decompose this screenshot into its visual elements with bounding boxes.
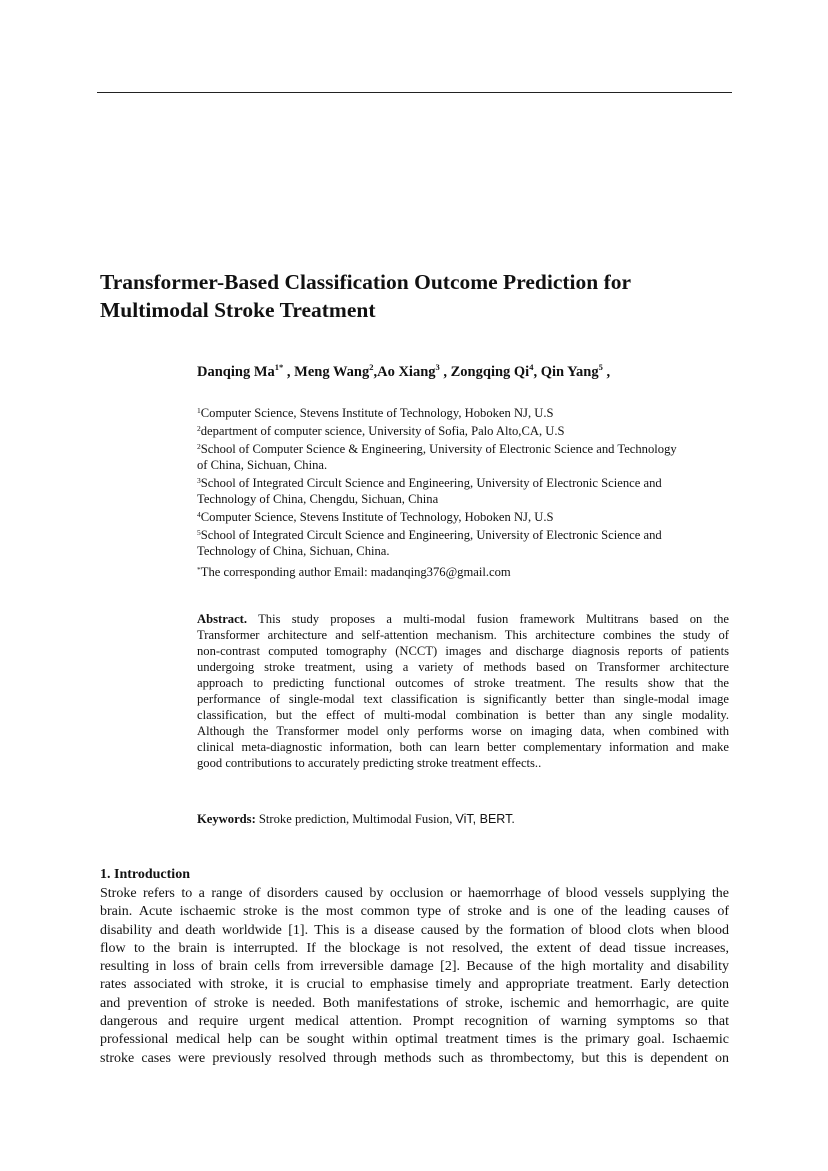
abstract-label: Abstract. bbox=[197, 612, 248, 626]
affil-line: Technology of China, Sichuan, China. bbox=[197, 544, 390, 558]
affil-line bbox=[197, 473, 729, 491]
affil-marker: 2 bbox=[197, 424, 201, 433]
author-affil-marker: 3 bbox=[435, 362, 440, 372]
affiliation bbox=[197, 439, 729, 473]
affiliation bbox=[197, 403, 729, 421]
author-separator: , bbox=[439, 364, 451, 380]
keywords-text-sans: ViT, BERT. bbox=[455, 812, 515, 826]
abstract-line: performance of single-modal text classification is significantly better than single-modal image bbox=[197, 691, 729, 706]
affiliation bbox=[197, 507, 729, 525]
body-line: and prevention of stroke is needed. Both manifestations of stroke, ischemic and hemorrhagic, are quite bbox=[100, 995, 729, 1011]
abstract-text: This study proposes a multi-modal fusion framework Multitrans based on the bbox=[258, 612, 730, 626]
keywords bbox=[197, 812, 515, 827]
author-affil-marker: 2 bbox=[369, 362, 374, 372]
author-list bbox=[197, 362, 610, 381]
author-separator: , bbox=[283, 364, 295, 380]
body-line: resulting in loss of brain cells from irreversible damage [2]. Because of the high mortality and disability bbox=[100, 959, 729, 975]
affil-marker: 4 bbox=[197, 510, 201, 519]
affil-line bbox=[197, 439, 729, 457]
abstract-line: non-contrast computed tomography (NCCT) images and discharge diagnosis reports of patients bbox=[197, 643, 729, 658]
affiliation bbox=[197, 525, 729, 559]
section-heading-introduction: 1. Introduction bbox=[100, 867, 190, 882]
introduction-body bbox=[100, 885, 729, 1068]
author-name: Qin Yang bbox=[540, 364, 599, 380]
corresponding-author bbox=[197, 565, 511, 580]
affil-marker: 5 bbox=[197, 528, 201, 537]
author-separator: , bbox=[533, 364, 541, 380]
title-line: Multimodal Stroke Treatment bbox=[100, 298, 376, 322]
abstract bbox=[197, 612, 729, 772]
affil-text: School of Computer Science & Engineering, University of Electronic Science and Technology bbox=[200, 442, 677, 456]
corresp-marker: * bbox=[197, 565, 201, 574]
paper-title bbox=[100, 268, 740, 324]
abstract-line: Although the Transformer model only performs worse on imaging data, when combined with bbox=[197, 723, 729, 738]
author-affil-marker: 1* bbox=[274, 362, 284, 372]
affil-line bbox=[197, 525, 729, 543]
affiliation bbox=[197, 421, 729, 439]
affil-marker: 2 bbox=[197, 442, 201, 451]
body-line: rates associated with stroke, it is crucial to emphasise timely and appropriate treatment. Early detection bbox=[100, 977, 729, 993]
affil-marker: 3 bbox=[197, 476, 201, 485]
body-line: Stroke refers to a range of disorders caused by occlusion or haemorrhage of blood vessels supplying the bbox=[100, 886, 729, 901]
author-separator: , bbox=[373, 364, 378, 380]
body-line: stroke cases were previously resolved through methods such as thrombectomy, but this is dependent on bbox=[100, 1050, 729, 1066]
author-name: Zongqing Qi bbox=[450, 364, 530, 380]
keywords-text: Stroke prediction, Multimodal Fusion, bbox=[258, 812, 453, 826]
affil-text: Computer Science, Stevens Institute of Technology, Hoboken NJ, U.S bbox=[200, 406, 554, 420]
author-name: Ao Xiang bbox=[377, 364, 436, 380]
author-name: Danqing Ma bbox=[197, 364, 275, 380]
affil-marker: 1 bbox=[197, 406, 201, 415]
author-separator: , bbox=[602, 364, 611, 380]
body-line: flow to the brain is interrupted. If the blockage is not resolved, the extent of dead tissue increases, bbox=[100, 940, 729, 956]
affiliation-list bbox=[197, 403, 729, 559]
author-name: Meng Wang bbox=[294, 364, 370, 380]
abstract-line: Transformer architecture and self-attention mechanism. This architecture combines the study of bbox=[197, 627, 729, 642]
affil-text: School of Integrated Circult Science and Engineering, University of Electronic Science and bbox=[200, 476, 662, 490]
affil-text: department of computer science, University of Sofia, Palo Alto,CA, U.S bbox=[200, 424, 565, 438]
abstract-line: approach to predicting functional outcomes of stroke treatment. The results show that the bbox=[197, 675, 729, 690]
keywords-label: Keywords: bbox=[197, 812, 256, 826]
affil-line: of China, Sichuan, China. bbox=[197, 458, 328, 472]
abstract-line: good contributions to accurately predicting stroke treatment effects.. bbox=[197, 755, 542, 770]
affiliation bbox=[197, 473, 729, 507]
body-line: dangerous and require urgent medical attention. Prompt recognition of warning symptoms so that bbox=[100, 1014, 729, 1030]
affil-text: Computer Science, Stevens Institute of Technology, Hoboken NJ, U.S bbox=[200, 510, 554, 524]
body-line: brain. Acute ischaemic stroke is the most common type of stroke and is one of the leading causes of bbox=[100, 904, 729, 920]
affil-text: School of Integrated Circult Science and Engineering, University of Electronic Science and bbox=[200, 528, 662, 542]
corresp-text: The corresponding author Email: madanqing376@gmail.com bbox=[200, 565, 511, 579]
author-affil-marker: 4 bbox=[529, 362, 534, 372]
affil-line: Technology of China, Chengdu, Sichuan, China bbox=[197, 492, 439, 506]
body-line: disability and death worldwide [1]. This is a disease caused by the formation of blood clots when blood bbox=[100, 922, 729, 938]
title-line: Transformer-Based Classification Outcome Prediction for bbox=[100, 270, 632, 294]
abstract-line: undergoing stroke treatment, using a variety of methods based on Transformer architecture bbox=[197, 659, 729, 674]
abstract-line: classification, but the effect of multi-modal combination is better than any single modality. bbox=[197, 707, 729, 722]
body-line: professional medical help can be sought within optimal treatment times is the primary goal. Ischaemic bbox=[100, 1032, 729, 1048]
abstract-line bbox=[197, 612, 729, 628]
abstract-line: clinical meta-diagnostic information, both can learn better complementary information and make bbox=[197, 739, 729, 754]
author-affil-marker: 5 bbox=[598, 362, 603, 372]
header-rule bbox=[97, 92, 732, 93]
